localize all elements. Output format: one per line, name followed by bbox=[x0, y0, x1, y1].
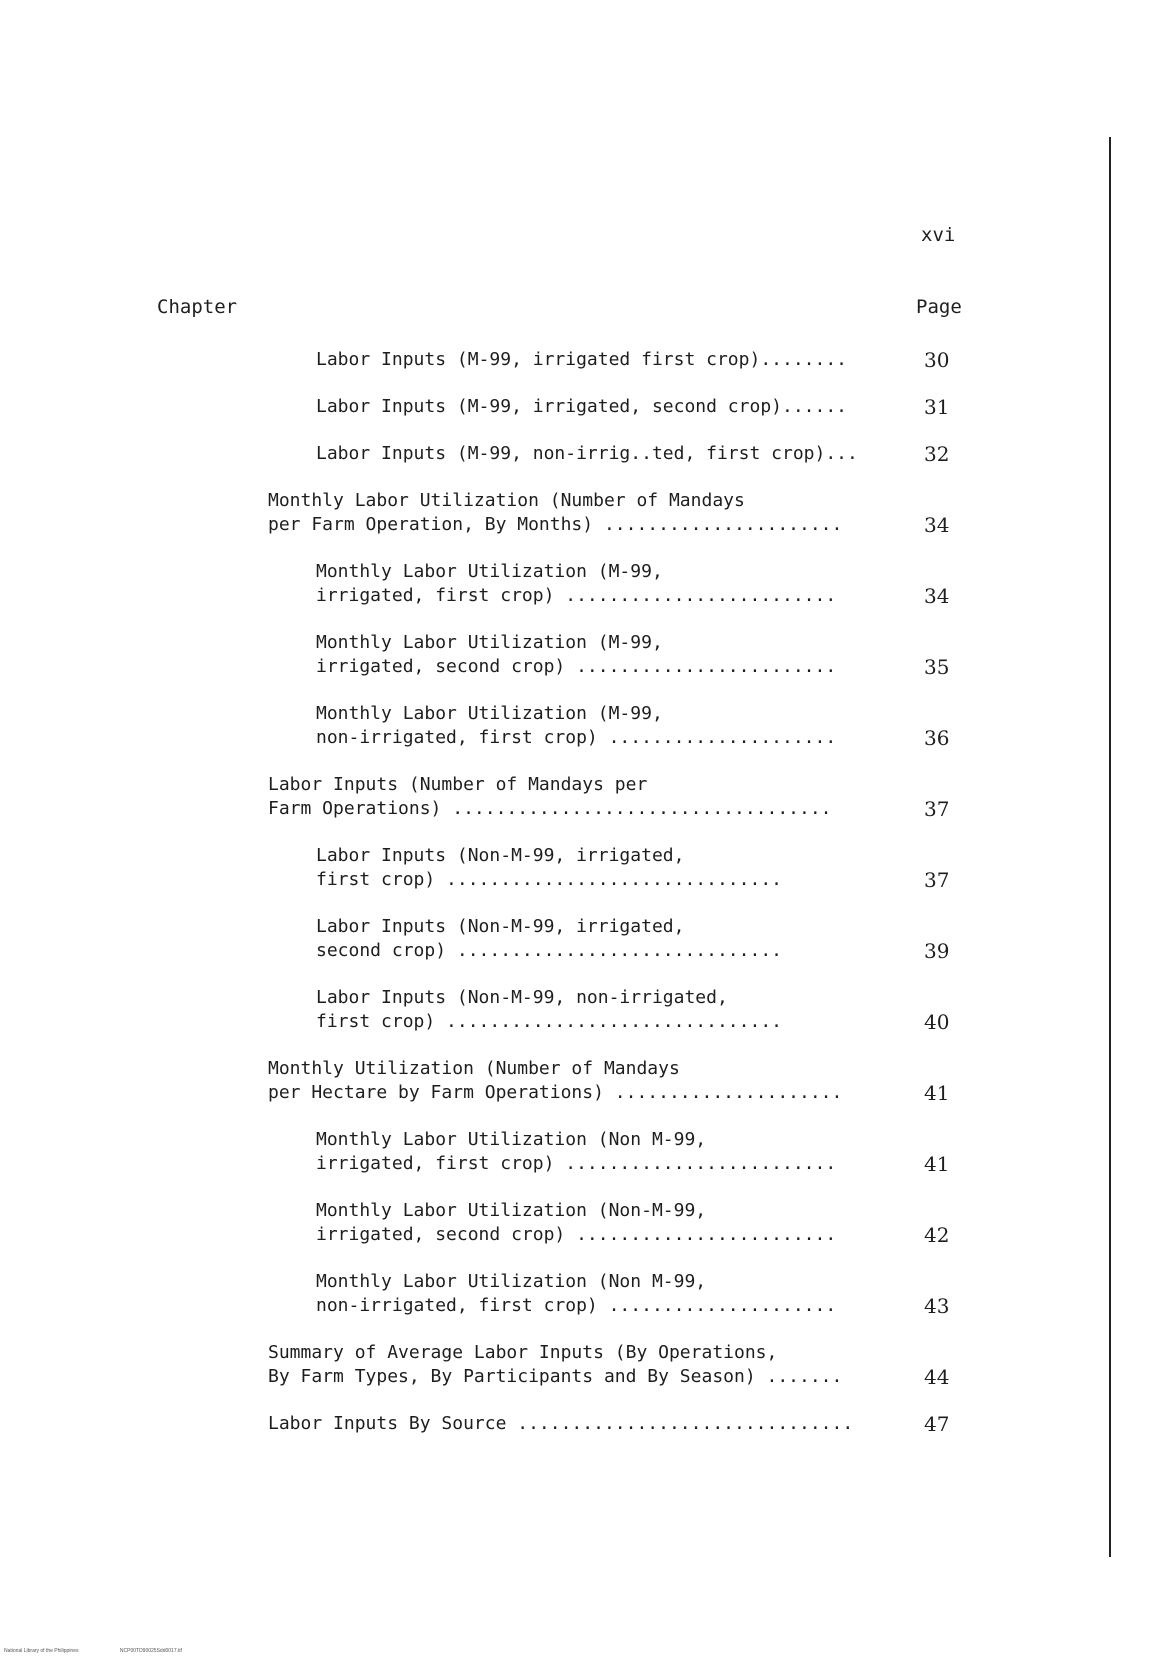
toc-entry bbox=[0, 986, 1168, 1034]
toc-entry-page: 41 bbox=[924, 1081, 950, 1105]
toc-entry-line1: Labor Inputs (Number of Mandays per bbox=[268, 774, 648, 795]
toc-entry bbox=[0, 844, 1168, 892]
toc-entry-title bbox=[316, 348, 888, 372]
toc-entry bbox=[0, 773, 1168, 821]
toc-entry-page: 35 bbox=[924, 655, 950, 679]
toc-entry-page: 34 bbox=[924, 584, 950, 608]
toc-entry bbox=[0, 702, 1168, 750]
toc-entry-line1: Labor Inputs (Non-M-99, non-irrigated, bbox=[316, 987, 728, 1008]
scan-footer bbox=[4, 1648, 222, 1654]
chapter-header: Chapter bbox=[157, 296, 238, 318]
toc-entry-line2: non-irrigated, first crop) ..................... bbox=[316, 1295, 837, 1316]
toc-entry-page: 44 bbox=[924, 1365, 950, 1389]
toc-entry bbox=[0, 395, 1168, 419]
toc-entry-title bbox=[316, 395, 888, 419]
toc-entry-line1: Labor Inputs (M-99, irrigated first crop)........ bbox=[316, 349, 848, 370]
toc-entry-title bbox=[316, 915, 888, 963]
toc-entry-title bbox=[268, 1412, 888, 1436]
toc-entry-line2: irrigated, first crop) ......................... bbox=[316, 585, 837, 606]
toc-entry-title bbox=[316, 1199, 888, 1247]
toc-entry-page: 36 bbox=[924, 726, 950, 750]
toc-entry-title bbox=[268, 1057, 888, 1105]
toc-entry-line1: Monthly Labor Utilization (Number of Mandays bbox=[268, 490, 745, 511]
toc-entry bbox=[0, 1128, 1168, 1176]
toc-entry bbox=[0, 1412, 1168, 1436]
page-number: xvi bbox=[921, 224, 956, 246]
toc-entry-title bbox=[316, 702, 888, 750]
toc-entry-line2: first crop) ............................... bbox=[316, 1011, 782, 1032]
footer-library: National Library of the Philippines bbox=[4, 1648, 79, 1654]
toc-entry-line2: per Farm Operation, By Months) ...................... bbox=[268, 514, 843, 535]
toc-entry-line1: Monthly Utilization (Number of Mandays bbox=[268, 1058, 680, 1079]
toc-entry bbox=[0, 489, 1168, 537]
toc-entry-line2: first crop) ............................... bbox=[316, 869, 782, 890]
toc-entry-line1: Summary of Average Labor Inputs (By Operations, bbox=[268, 1342, 778, 1363]
toc-entry-line2: second crop) .............................. bbox=[316, 940, 782, 961]
toc-entry-line1: Monthly Labor Utilization (Non-M-99, bbox=[316, 1200, 707, 1221]
toc-entry-page: 40 bbox=[924, 1010, 950, 1034]
toc-entry-line2: per Hectare by Farm Operations) ..................... bbox=[268, 1082, 843, 1103]
toc-entry-page: 31 bbox=[924, 395, 950, 419]
toc-entry-line2: irrigated, first crop) ......................... bbox=[316, 1153, 837, 1174]
toc-entry-page: 47 bbox=[924, 1412, 950, 1436]
toc-entry-title bbox=[316, 560, 888, 608]
toc-entry-line2: irrigated, second crop) ........................ bbox=[316, 1224, 837, 1245]
toc-entry bbox=[0, 442, 1168, 466]
toc-entry-line2: irrigated, second crop) ........................ bbox=[316, 656, 837, 677]
toc-entry-line1: Labor Inputs (M-99, irrigated, second crop)...... bbox=[316, 396, 848, 417]
toc-entry-page: 43 bbox=[924, 1294, 950, 1318]
toc-entry-line1: Monthly Labor Utilization (Non M-99, bbox=[316, 1129, 707, 1150]
toc-entry-line1: Monthly Labor Utilization (M-99, bbox=[316, 632, 663, 653]
toc-entry-title bbox=[316, 1270, 888, 1318]
toc-entry-page: 37 bbox=[924, 868, 950, 892]
toc-entry-line2: By Farm Types, By Participants and By Season) ....... bbox=[268, 1366, 843, 1387]
toc-entry bbox=[0, 348, 1168, 372]
toc-entry-line2: non-irrigated, first crop) ..................... bbox=[316, 727, 837, 748]
toc-entry-line1: Labor Inputs (Non-M-99, irrigated, bbox=[316, 916, 685, 937]
toc-entry bbox=[0, 631, 1168, 679]
table-of-contents bbox=[0, 348, 1168, 1459]
toc-entry-title bbox=[268, 489, 888, 537]
toc-entry-page: 42 bbox=[924, 1223, 950, 1247]
toc-entry-title bbox=[316, 844, 888, 892]
toc-entry-title bbox=[316, 631, 888, 679]
toc-entry bbox=[0, 1057, 1168, 1105]
toc-entry-line2: Farm Operations) ................................... bbox=[268, 798, 832, 819]
toc-entry-title bbox=[316, 442, 888, 466]
toc-entry-page: 32 bbox=[924, 442, 950, 466]
toc-entry-page: 37 bbox=[924, 797, 950, 821]
toc-entry-title bbox=[268, 1341, 888, 1389]
toc-entry-title bbox=[316, 986, 888, 1034]
toc-entry-title bbox=[268, 773, 888, 821]
toc-entry-line1: Labor Inputs (Non-M-99, irrigated, bbox=[316, 845, 685, 866]
toc-entry-page: 34 bbox=[924, 513, 950, 537]
toc-entry bbox=[0, 560, 1168, 608]
toc-entry-page: 41 bbox=[924, 1152, 950, 1176]
footer-code: NCP00TD90025Sdd0017.tif bbox=[119, 1648, 182, 1654]
toc-entry-page: 39 bbox=[924, 939, 950, 963]
toc-entry bbox=[0, 1199, 1168, 1247]
page-header: Page bbox=[916, 296, 962, 318]
toc-entry-page: 30 bbox=[924, 348, 950, 372]
toc-entry bbox=[0, 1270, 1168, 1318]
toc-entry-line1: Labor Inputs By Source ............................... bbox=[268, 1413, 854, 1434]
toc-entry-line1: Monthly Labor Utilization (M-99, bbox=[316, 561, 663, 582]
toc-entry bbox=[0, 1341, 1168, 1389]
toc-entry-line1: Monthly Labor Utilization (M-99, bbox=[316, 703, 663, 724]
toc-entry bbox=[0, 915, 1168, 963]
toc-entry-line1: Monthly Labor Utilization (Non M-99, bbox=[316, 1271, 707, 1292]
toc-entry-line1: Labor Inputs (M-99, non-irrig..ted, first crop)... bbox=[316, 443, 858, 464]
toc-entry-title bbox=[316, 1128, 888, 1176]
